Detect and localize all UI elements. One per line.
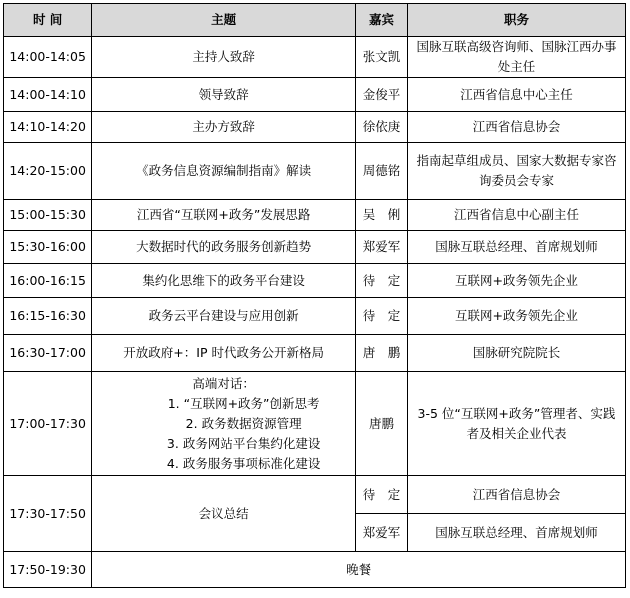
table-row [4,37,626,78]
row-topic: 政务云平台建设与应用创新 [92,298,356,335]
row-role: 互联网+政务领先企业 [407,264,625,298]
row-guest: 张文凯 [356,37,408,78]
table-row [4,335,626,372]
dinner-time: 17:50-19:30 [4,552,92,588]
dialog-role: 3-5 位“互联网+政务”管理者、实践者及相关企业代表 [407,372,625,476]
row-guest: 金俊平 [356,78,408,112]
table-row [4,143,626,200]
row-role: 互联网+政务领先企业 [407,298,625,335]
row-guest: 徐依庚 [356,112,408,143]
closing-topic: 会议总结 [92,476,356,552]
row-time: 14:00-14:10 [4,78,92,112]
dialog-topic [92,372,356,476]
table-row [4,78,626,112]
dialog-topic-item: 2. 政务数据资源管理 [185,415,302,431]
row-time: 15:00-15:30 [4,200,92,231]
dinner-row [4,552,626,588]
header-time: 时 间 [4,4,92,37]
row-guest: 吴 俐 [356,200,408,231]
row-role: 国脉互联总经理、首席规划师 [407,231,625,264]
row-guest: 唐 鹏 [356,335,408,372]
dialog-time: 17:00-17:30 [4,372,92,476]
table-row [4,112,626,143]
closing-role: 国脉互联总经理、首席规划师 [407,514,625,552]
table-row [4,231,626,264]
row-topic: 江西省“互联网+政务”发展思路 [92,200,356,231]
row-time: 14:10-14:20 [4,112,92,143]
dialog-topic-list [96,394,351,474]
dialog-guest: 唐鹏 [356,372,408,476]
dinner-topic: 晚餐 [92,552,626,588]
header-guest: 嘉宾 [356,4,408,37]
row-role: 国脉互联高级咨询师、国脉江西办事处主任 [407,37,625,78]
row-role: 江西省信息中心主任 [407,78,625,112]
row-topic: 大数据时代的政务服务创新趋势 [92,231,356,264]
table-row [4,298,626,335]
row-guest: 郑爱军 [356,231,408,264]
closing-guest: 待 定 [356,476,408,514]
row-topic: 《政务信息资源编制指南》解读 [92,143,356,200]
row-topic: 开放政府+：IP 时代政务公开新格局 [92,335,356,372]
header-row [4,4,626,37]
row-topic: 集约化思维下的政务平台建设 [92,264,356,298]
row-role: 指南起草组成员、国家大数据专家咨询委员会专家 [407,143,625,200]
row-role: 国脉研究院院长 [407,335,625,372]
row-time: 16:00-16:15 [4,264,92,298]
row-time: 15:30-16:00 [4,231,92,264]
header-role: 职务 [407,4,625,37]
header-topic: 主题 [92,4,356,37]
row-role: 江西省信息协会 [407,112,625,143]
table-row [4,200,626,231]
row-guest: 周德铭 [356,143,408,200]
row-guest: 待 定 [356,264,408,298]
row-topic: 领导致辞 [92,78,356,112]
row-time: 14:20-15:00 [4,143,92,200]
agenda-table [3,3,626,588]
closing-time: 17:30-17:50 [4,476,92,552]
row-topic: 主持人致辞 [92,37,356,78]
dialog-title: 高端对话： [192,375,255,391]
closing-role: 江西省信息协会 [407,476,625,514]
closing-row [4,476,626,514]
row-guest: 待 定 [356,298,408,335]
dialog-topic-item: 3. 政务网站平台集约化建设 [166,435,321,451]
row-time: 14:00-14:05 [4,37,92,78]
closing-guest: 郑爱军 [356,514,408,552]
row-time: 16:15-16:30 [4,298,92,335]
row-topic: 主办方致辞 [92,112,356,143]
row-time: 16:30-17:00 [4,335,92,372]
dialog-topic-item: 4. 政务服务事项标准化建设 [166,455,321,471]
table-row [4,264,626,298]
row-role: 江西省信息中心副主任 [407,200,625,231]
dialog-topic-item: 1. “互联网+政务”创新思考 [167,395,320,411]
dialog-row [4,372,626,476]
